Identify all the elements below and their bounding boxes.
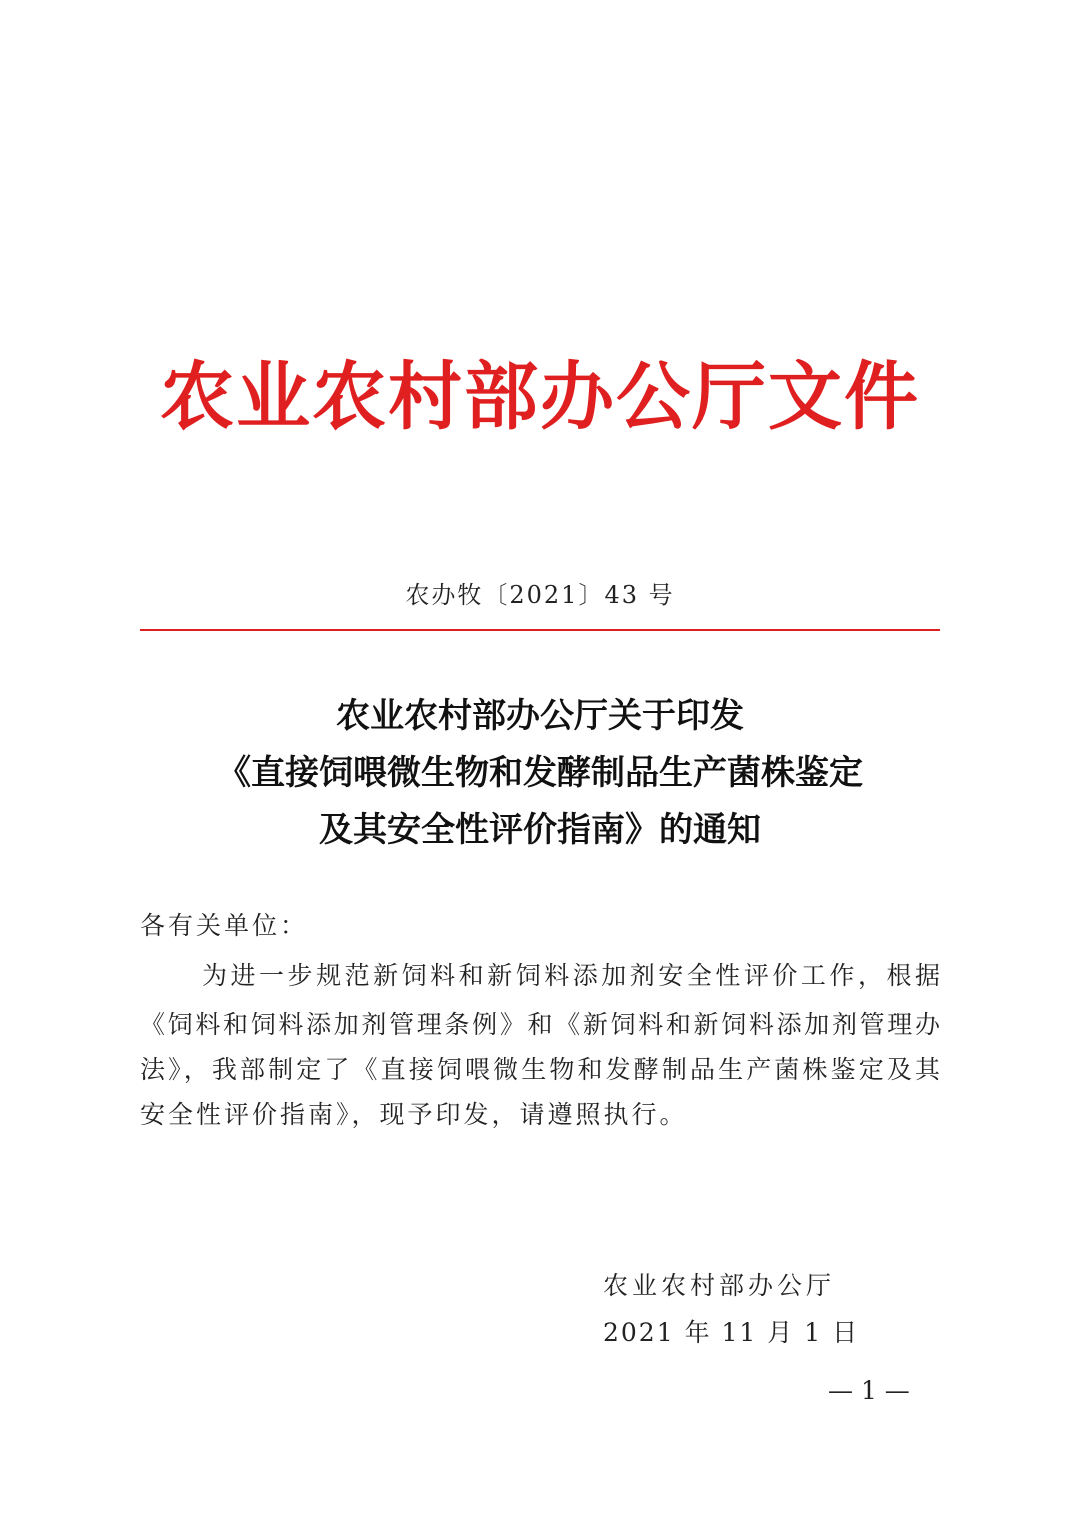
- issue-date: 2021 年 11 月 1 日: [603, 1318, 860, 1347]
- body-paragraph-line: 安全性评价指南》，现予印发，请遵照执行。: [140, 1100, 688, 1129]
- title-line: 农业农村部办公厅关于印发: [336, 696, 744, 736]
- notice-title: [100, 688, 980, 859]
- issuer-signature: 农业农村部办公厅: [603, 1271, 836, 1300]
- salutation: 各有关单位：: [140, 911, 309, 940]
- title-line: 《直接饲喂微生物和发酵制品生产菌株鉴定: [217, 753, 863, 793]
- document-masthead: 农业农村部办公厅文件: [160, 354, 920, 440]
- red-separator-line: [140, 629, 940, 631]
- body-paragraph-line: 为进一步规范新饲料和新饲料添加剂安全性评价工作，根据: [202, 961, 940, 990]
- body-paragraph-line: 法》，我部制定了《直接饲喂微生物和发酵制品生产菌株鉴定及其: [140, 1055, 940, 1084]
- title-line: 及其安全性评价指南》的通知: [319, 810, 761, 850]
- page-number: — 1 —: [828, 1376, 910, 1405]
- document-number: 农办牧〔2021〕43 号: [405, 581, 675, 609]
- body-paragraph-line: 《饲料和饲料添加剂管理条例》和《新饲料和新饲料添加剂管理办: [140, 1010, 940, 1039]
